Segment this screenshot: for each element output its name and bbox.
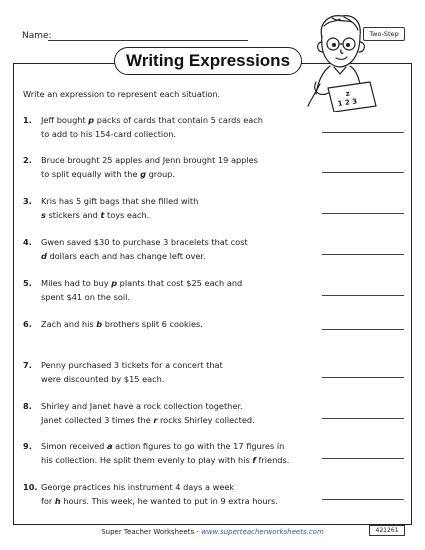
- two-step-badge: Two-Step: [363, 27, 405, 41]
- answer-line[interactable]: [322, 213, 404, 214]
- answer-line[interactable]: [322, 499, 404, 500]
- footer-site-name: Super Teacher Worksheets -: [101, 528, 202, 536]
- question-number: 2.: [23, 155, 32, 165]
- footer: [0, 528, 425, 536]
- question-text: Simon received a action figures to go with the 17 figures in his collection. He split them evenly to play with his f friends.: [41, 441, 290, 465]
- question-number: 8.: [23, 401, 32, 411]
- boy-writing-illustration: [300, 10, 380, 112]
- answer-line[interactable]: [322, 418, 404, 419]
- question-number: 10.: [23, 482, 38, 492]
- worksheet-code: 421261: [369, 525, 405, 536]
- answer-line[interactable]: [322, 458, 404, 459]
- answer-line[interactable]: [322, 172, 404, 173]
- question-number: 3.: [23, 196, 32, 206]
- name-field[interactable]: [48, 40, 248, 41]
- question-text: Jeff bought p packs of cards that contain 5 cards each to add to his 154-card collection.: [41, 115, 263, 139]
- question-text: Gwen saved $30 to purchase 3 bracelets that cost d dollars each and has change left over.: [41, 237, 248, 261]
- question-number: 4.: [23, 237, 32, 247]
- question-number: 7.: [23, 360, 32, 370]
- question-number: 1.: [23, 115, 32, 125]
- answer-line[interactable]: [322, 254, 404, 255]
- question-number: 6.: [23, 319, 32, 329]
- question-text: Shirley and Janet have a rock collection together. Janet collected 3 times the r rocks Shirley collected.: [41, 401, 255, 425]
- question-text: George practices his instrument 4 days a week for h hours. This week, he wanted to put in 9 extra hours.: [41, 482, 278, 506]
- name-label: Name:: [22, 31, 52, 41]
- answer-line[interactable]: [322, 295, 404, 296]
- question-text: Penny purchased 3 tickets for a concert that were discounted by $15 each.: [41, 360, 223, 384]
- question-text: Miles had to buy p plants that cost $25 each and spent $41 on the soil.: [41, 278, 243, 302]
- question-number: 5.: [23, 278, 32, 288]
- title-banner: [114, 47, 302, 75]
- footer-url-link[interactable]: www.superteacherworksheets.com: [201, 528, 324, 536]
- question-text: Kris has 5 gift bags that she filled with s stickers and t toys each.: [41, 196, 199, 220]
- answer-line[interactable]: [322, 132, 404, 133]
- answer-line[interactable]: [322, 377, 404, 378]
- instructions: Write an expression to represent each situation.: [23, 89, 221, 99]
- question-number: 9.: [23, 441, 32, 451]
- answer-line[interactable]: [322, 329, 404, 330]
- question-text: Zach and his b brothers split 6 cookies.: [41, 319, 203, 329]
- page-title: Writing Expressions: [125, 51, 291, 70]
- question-text: Bruce brought 25 apples and Jenn brought 19 apples to split equally with the g group.: [41, 155, 258, 179]
- svg-text:1 2 3: 1 2 3: [337, 97, 358, 108]
- svg-text:z: z: [345, 89, 351, 98]
